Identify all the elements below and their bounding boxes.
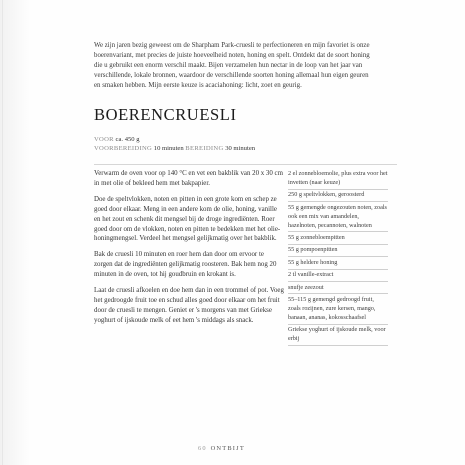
prep-value: 10 minuten [153,145,184,153]
page-footer [198,445,245,452]
recipe-title: BOERENCRUESLI [94,105,237,124]
cook-value: 30 minuten [225,145,256,153]
ingredient-list [288,170,388,348]
ingredient-item: 55 g gemengde ongezouten noten, zoals ook een mix van amandelen, hazelnoten, pecannoten, walnoten [288,204,388,233]
ingredient-item: snufje zeezout [288,284,388,295]
serves-value: ca. 450 g [115,136,140,143]
ingredient-item: 55–115 g gemengd gedroogd fruit, zoals rozijnen, zure kersen, mango, banaan, ananas, kokosschaafsel [288,296,388,325]
ingredient-item: 55 g heldere honing [288,259,388,270]
method-step: Verwarm de oven voor op 140 °C en vet een bakblik van 20 x 30 cm in met olie of bekleed hem met bakpapier. [94,170,283,187]
ingredient-item: 2 tl vanille-extract [288,271,388,282]
section-divider [94,164,397,165]
method-column [94,169,284,332]
method-step: Doe de speltvlokken, noten en pitten in een grote kom en schep ze goed door elkaar. Meng in een andere kom de olie, honing, vanille en het zout en schenk dit mengsel bij de droge ingrediënten. Roer goed door om de vlokken, noten en pitten te bedekken met het olie-honingmengsel. Verdeel het mengsel gelijkmatig over het bakblik. [94,195,281,243]
method-step: Bak de cruesli 10 minuten en roer hem dan door om ervoor te zorgen dat de ingrediënten gelijkmatig roosteren. Bak hem nog 20 minuten in de oven, tot hij goudbruin en krokant is. [94,251,277,279]
page-gutter-shadow [0,0,30,465]
ingredient-item: Griekse yoghurt of ijskoude melk, voor erbij [288,326,388,346]
ingredient-item: 250 g speltvlokken, geroosterd [288,191,388,202]
ingredient-item: 55 g pompoenpitten [288,246,388,257]
recipe-meta [94,135,255,154]
cook-label: BEREIDING [185,145,224,153]
ingredient-item: 55 g zonnebloempitten [288,234,388,245]
serves-row [94,135,255,144]
prep-label: VOORBEREIDING [94,145,153,153]
section-name: ONTBIJT [210,445,245,452]
method-step: Laat de cruesli afkoelen en doe hem dan in een trommel of pot. Voeg het gedroogde fruit toe en schud alles goed door elkaar om het fruit door de cruesli te mengen. Geniet er 's morgens van met Griekse yoghurt of ijskoude melk of eet hem 's middags als snack. [94,287,284,324]
page-number: 60 [198,445,207,452]
time-row [94,144,255,153]
ingredient-item: 2 el zonnebloemolie, plus extra voor het invetten (naar keuze) [288,170,388,190]
page-edge [2,0,3,465]
serves-label: VOOR [94,136,114,143]
intro-paragraph: We zijn jaren bezig geweest om de Sharpham Park-cruesli te perfectioneren en mijn favoriet is onze boerenvariant, met precies de juiste hoeveelheid noten, honing en spelt. Ontdekt dat de soort honing die u gebruikt een enorm verschil maakt. Bijen verzamelen hun nectar in de loop van het jaar van verschillende, lokale bronnen, waardoor de verschillende soorten honing allemaal hun eigen geuren en smaken hebben. Mijn eerste keuze is acaciahoning: licht, zoet en geurig. [94,42,370,89]
